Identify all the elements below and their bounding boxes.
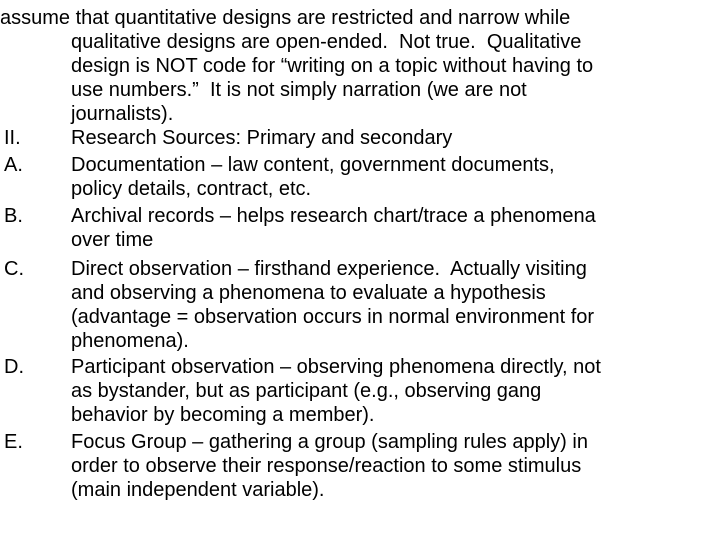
intro-line: design is NOT code for “writing on a topic without having to <box>71 55 594 77</box>
outline-marker: A. <box>4 154 23 176</box>
outline-line: (advantage = observation occurs in normal environment for <box>71 306 595 328</box>
outline-marker: C. <box>4 258 24 280</box>
outline-line: over time <box>71 229 154 251</box>
intro-line: use numbers.” It is not simply narration (we are not <box>71 79 527 101</box>
outline-line: policy details, contract, etc. <box>71 178 312 200</box>
intro-line: journalists). <box>71 103 174 125</box>
outline-line: Direct observation – firsthand experience. Actually visiting <box>71 258 587 280</box>
outline-marker: II. <box>4 127 21 149</box>
outline-line: behavior by becoming a member). <box>71 404 375 426</box>
outline-line: order to observe their response/reaction to some stimulus <box>71 455 582 477</box>
intro-line: qualitative designs are open-ended. Not true. Qualitative <box>71 31 582 53</box>
outline-marker: B. <box>4 205 23 227</box>
outline-line: as bystander, but as participant (e.g., observing gang <box>71 380 542 402</box>
outline-line: Participant observation – observing phenomena directly, not <box>71 356 601 378</box>
intro-line: assume that quantitative designs are restricted and narrow while <box>0 7 571 29</box>
outline-line: Research Sources: Primary and secondary <box>71 127 453 149</box>
outline-marker: D. <box>4 356 24 378</box>
outline-line: (main independent variable). <box>71 479 325 501</box>
outline-line: Archival records – helps research chart/trace a phenomena <box>71 205 596 227</box>
outline-line: phenomena). <box>71 330 189 352</box>
outline-marker: E. <box>4 431 23 453</box>
outline-line: Focus Group – gathering a group (sampling rules apply) in <box>71 431 588 453</box>
outline-line: Documentation – law content, government documents, <box>71 154 555 176</box>
outline-line: and observing a phenomena to evaluate a hypothesis <box>71 282 546 304</box>
